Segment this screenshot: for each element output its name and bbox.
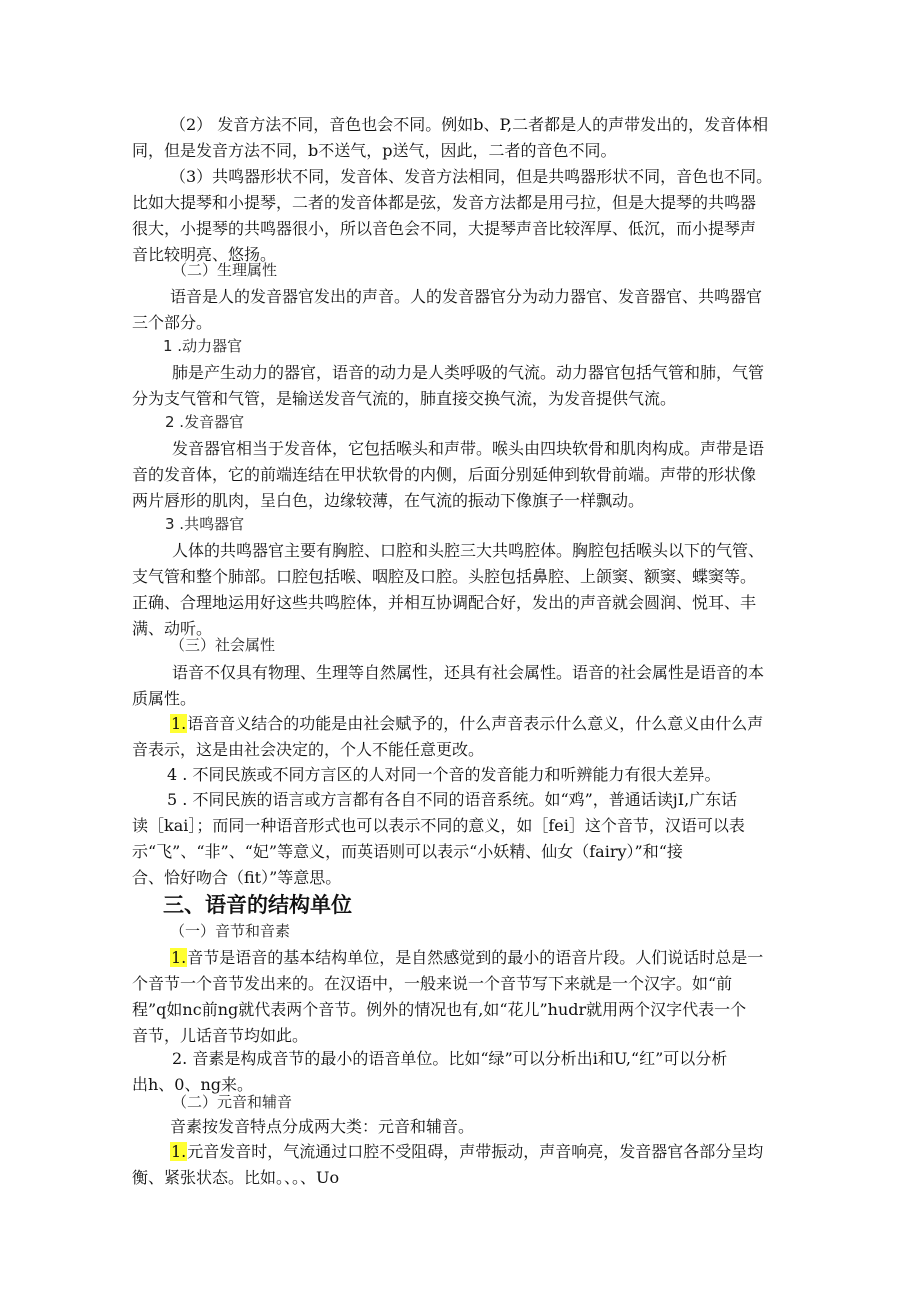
- paragraph-line: [0, 360, 920, 386]
- paragraph-line: [0, 686, 920, 712]
- paragraph: [0, 660, 920, 712]
- paragraph: [0, 1046, 920, 1098]
- paragraph-line: [0, 737, 920, 763]
- subsection-heading: （一）音节和音素: [170, 922, 291, 940]
- paragraph: [0, 787, 920, 891]
- paragraph-line: [0, 310, 920, 336]
- paragraph: [0, 284, 920, 336]
- paragraph-line: [0, 1072, 920, 1098]
- line-text: 正确、合理地运用好这些共鸣腔体，并相互协调配合好，发出的声音就会圆润、悦耳、丰: [132, 593, 757, 612]
- line-text: 两片唇形的肌肉，呈白色，边缘较薄，在气流的振动下像旗子一样飘动。: [132, 491, 645, 510]
- paragraph-line: [0, 997, 920, 1023]
- paragraph: [0, 945, 920, 1049]
- line-text: 音素按发音特点分成两大类：元音和辅音。: [170, 1117, 475, 1136]
- line-text: 2. 音素是构成音节的最小的语音单位。比如“绿”可以分析出i和U,“红”可以分析: [172, 1049, 728, 1068]
- line-text: 音表示，这是由社会决定的，个人不能任意更改。: [132, 740, 485, 759]
- line-text: 质属性。: [132, 689, 197, 708]
- line-text: 分为支气管和气管，是输送发音气流的，肺直接交换气流，为发音提供气流。: [132, 389, 677, 408]
- line-text: 出h、0、ng来。: [132, 1075, 254, 1094]
- paragraph-line: [0, 538, 920, 564]
- line-text: 同，但是发音方法不同，b不送气，p送气，因此，二者的音色不同。: [132, 141, 617, 160]
- line-text: 三个部分。: [132, 313, 213, 332]
- line-text: 语音音义结合的功能是由社会赋予的，什么声音表示什么意义，什么意义由什么声: [187, 714, 764, 733]
- paragraph-line: [0, 865, 920, 891]
- line-text: 读［kai］；而同一种语音形式也可以表示不同的意义，如［fei］这个音节，汉语可以表: [132, 816, 745, 835]
- paragraph-line: [0, 1114, 920, 1140]
- section-heading: 三、语音的结构单位: [163, 893, 352, 917]
- paragraph-line: [0, 488, 920, 514]
- paragraph-line: [0, 216, 920, 242]
- line-text: 很大，小提琴的共鸣器很小，所以音色会不同，大提琴声音比较浑厚、低沉，而小提琴声: [132, 219, 757, 238]
- paragraph: [0, 112, 920, 164]
- line-text: （2） 发音方法不同，音色也会不同。例如b、P,二者都是人的声带发出的，发音体相: [170, 115, 769, 134]
- paragraph-line: [0, 1139, 920, 1165]
- line-text: 4 . 不同民族或不同方言区的人对同一个音的发音能力和听辨能力有很大差异。: [167, 765, 721, 784]
- line-text: 音比较明亮、悠扬。: [132, 245, 277, 264]
- paragraph-line: [0, 112, 920, 138]
- paragraph-line: [0, 462, 920, 488]
- paragraph: [0, 360, 920, 412]
- line-text: 比如大提琴和小提琴，二者的发音体都是弦，发音方法都是用弓拉，但是大提琴的共鸣器: [132, 193, 757, 212]
- paragraph-line: [0, 660, 920, 686]
- subsection-heading: （二）生理属性: [172, 261, 278, 279]
- subsection-heading: 1 .动力器官: [163, 337, 243, 355]
- line-text: 程”q如nc前ng就代表两个音节。例外的情况也有,如“花儿”hudr就用两个汉字代表一个: [132, 1000, 747, 1019]
- paragraph: [0, 164, 920, 268]
- line-text: 5 . 不同民族的语言或方言都有各自不同的语音系统。如“鸡”，普通话读jI,广东话: [167, 790, 738, 809]
- paragraph: [0, 436, 920, 514]
- paragraph-line: [0, 1046, 920, 1072]
- line-text: 音的发音体，它的前端连结在甲状软骨的内侧，后面分别延伸到软骨前端。声带的形状像: [132, 465, 757, 484]
- line-text: 个音节一个音节发出来的。在汉语中，一般来说一个音节写下来就是一个汉字。如“前: [132, 974, 733, 993]
- paragraph-line: [0, 164, 920, 190]
- paragraph-line: [0, 711, 920, 737]
- subsection-heading: 3 .共鸣器官: [165, 515, 245, 533]
- line-text: 语音不仅具有物理、生理等自然属性，还具有社会属性。语音的社会属性是语音的本: [172, 663, 765, 682]
- line-text: 合、恰好吻合（fit）”等意思。: [132, 868, 342, 887]
- paragraph-line: [0, 839, 920, 865]
- paragraph: [0, 711, 920, 763]
- line-text: 发音器官相当于发音体，它包括喉头和声带。喉头由四块软骨和肌肉构成。声带是语: [172, 439, 765, 458]
- line-text: 肺是产生动力的器官，语音的动力是人类呼吸的气流。动力器官包括气管和肺，气管: [172, 363, 765, 382]
- line-text: 满、动听。: [132, 619, 213, 638]
- highlighted-list-marker: 1.: [171, 714, 187, 733]
- subsection-heading: 2 .发音器官: [165, 413, 245, 431]
- paragraph: [0, 762, 920, 788]
- paragraph: [0, 538, 920, 642]
- line-text: 音节，儿话音节均如此。: [132, 1026, 309, 1045]
- paragraph: [0, 1114, 920, 1140]
- paragraph-line: [0, 242, 920, 268]
- paragraph: [0, 1139, 920, 1191]
- paragraph-line: [0, 386, 920, 412]
- paragraph-line: [0, 971, 920, 997]
- line-text: 音节是语音的基本结构单位，是自然感觉到的最小的语音片段。人们说话时总是一: [187, 948, 764, 967]
- highlighted-list-marker: 1.: [171, 1142, 187, 1161]
- line-text: （3）共鸣器形状不同，发音体、发音方法相同，但是共鸣器形状不同，音色也不同。: [170, 167, 773, 186]
- subsection-heading: （二）元音和辅音: [172, 1093, 293, 1111]
- paragraph-line: [0, 813, 920, 839]
- paragraph-line: [0, 436, 920, 462]
- paragraph-line: [0, 590, 920, 616]
- paragraph-line: [0, 1165, 920, 1191]
- line-text: 支气管和整个肺部。口腔包括喉、咽腔及口腔。头腔包括鼻腔、上颌窦、额窦、蝶窦等。: [132, 567, 757, 586]
- line-text: 元音发音时，气流通过口腔不受阻碍，声带振动，声音响亮，发音器官各部分呈均: [187, 1142, 764, 1161]
- paragraph-line: [0, 787, 920, 813]
- paragraph-line: [0, 564, 920, 590]
- line-text: 人体的共鸣器官主要有胸腔、口腔和头腔三大共鸣腔体。胸腔包括喉头以下的气管、: [172, 541, 765, 560]
- paragraph-line: [0, 190, 920, 216]
- highlighted-list-marker: 1.: [171, 948, 187, 967]
- subsection-heading: （三）社会属性: [170, 636, 276, 654]
- paragraph-line: [0, 762, 920, 788]
- line-text: 衡、紧张状态。比如。、。、Uo: [132, 1168, 340, 1187]
- paragraph-line: [0, 138, 920, 164]
- line-text: 示“飞”、“非”、“妃”等意义，而英语则可以表示“小妖精、仙女（fairy）”和“接: [132, 842, 683, 861]
- paragraph-line: [0, 616, 920, 642]
- paragraph-line: [0, 945, 920, 971]
- paragraph-line: [0, 284, 920, 310]
- line-text: 语音是人的发音器官发出的声音。人的发音器官分为动力器官、发音器官、共鸣器官: [170, 287, 763, 306]
